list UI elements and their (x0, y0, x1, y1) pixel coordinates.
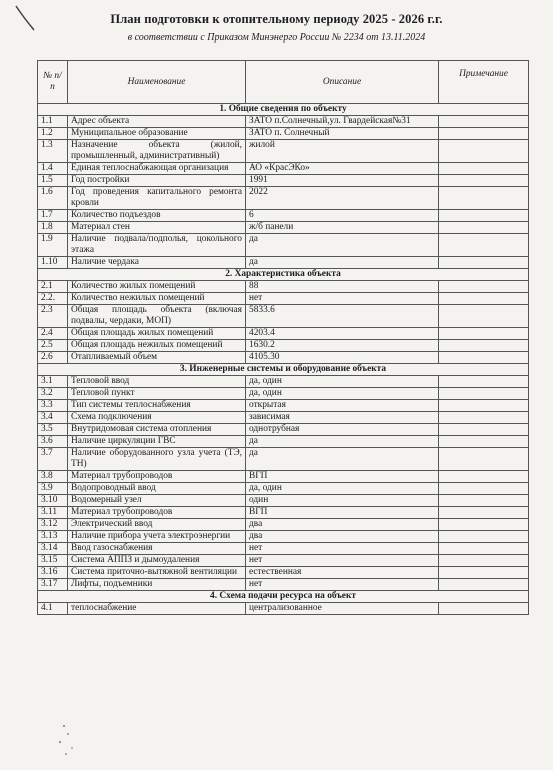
row-number: 3.13 (38, 531, 68, 543)
row-note (439, 507, 529, 519)
row-description: ЗАТО п.Солнечный,ул. Гвардейская№31 (246, 116, 439, 128)
row-note (439, 293, 529, 305)
table-row (38, 116, 529, 128)
row-name: Назначение объекта (жилой, промышленный, административный) (68, 140, 246, 163)
row-name: Материал трубопроводов (68, 471, 246, 483)
row-note (439, 340, 529, 352)
row-note (439, 257, 529, 269)
table-row (38, 388, 529, 400)
row-description: 2022 (246, 187, 439, 210)
row-description: 1991 (246, 175, 439, 187)
row-number: 1.9 (38, 234, 68, 257)
row-name: Схема подключения (68, 412, 246, 424)
table-row (38, 424, 529, 436)
row-description: открытая (246, 400, 439, 412)
row-description: нет (246, 293, 439, 305)
header-note: Примечание (439, 61, 529, 104)
row-note (439, 519, 529, 531)
table-row (38, 328, 529, 340)
section-title: 2. Характеристика объекта (38, 269, 529, 281)
row-description: зависимая (246, 412, 439, 424)
row-name: Наличие прибора учета электроэнергии (68, 531, 246, 543)
plan-table-body (38, 104, 529, 615)
row-description: АО «КрасЭКо» (246, 163, 439, 175)
row-note (439, 567, 529, 579)
row-name: Общая площадь объекта (включая подвалы, чердаки, МОП) (68, 305, 246, 328)
row-note (439, 222, 529, 234)
row-number: 1.7 (38, 210, 68, 222)
row-number: 1.1 (38, 116, 68, 128)
row-description: 4203.4 (246, 328, 439, 340)
row-name: Общая площадь жилых помещений (68, 328, 246, 340)
row-number: 3.11 (38, 507, 68, 519)
row-number: 2.4 (38, 328, 68, 340)
row-description: ВГП (246, 507, 439, 519)
row-name: Электрический ввод (68, 519, 246, 531)
row-name: Система АППЗ и дымоудаления (68, 555, 246, 567)
row-name: теплоснабжение (68, 603, 246, 615)
row-number: 3.12 (38, 519, 68, 531)
table-row (38, 175, 529, 187)
table-row (38, 412, 529, 424)
plan-table (37, 60, 529, 615)
row-note (439, 175, 529, 187)
row-note (439, 483, 529, 495)
row-description: нет (246, 555, 439, 567)
row-description: да, один (246, 388, 439, 400)
row-name: Тепловой ввод (68, 376, 246, 388)
row-note (439, 531, 529, 543)
table-row (38, 376, 529, 388)
row-description: ж/б панели (246, 222, 439, 234)
row-description: нет (246, 543, 439, 555)
row-number: 3.6 (38, 436, 68, 448)
row-note (439, 579, 529, 591)
row-name: Внутридомовая система отопления (68, 424, 246, 436)
row-description: ВГП (246, 471, 439, 483)
row-note (439, 388, 529, 400)
row-name: Единая теплоснабжающая организация (68, 163, 246, 175)
row-description: централизованное (246, 603, 439, 615)
row-number: 3.7 (38, 448, 68, 471)
row-name: Год постройки (68, 175, 246, 187)
row-note (439, 163, 529, 175)
row-name: Система приточно-вытяжной вентиляции (68, 567, 246, 579)
row-description: жилой (246, 140, 439, 163)
table-row (38, 222, 529, 234)
section-title: 1. Общие сведения по объекту (38, 104, 529, 116)
row-note (439, 116, 529, 128)
table-row (38, 567, 529, 579)
row-name: Тип системы теплоснабжения (68, 400, 246, 412)
row-name: Лифты, подъемники (68, 579, 246, 591)
row-number: 1.2 (38, 128, 68, 140)
table-row (38, 293, 529, 305)
row-number: 1.10 (38, 257, 68, 269)
row-name: Наличие оборудованного узла учета (ТЭ, ТН) (68, 448, 246, 471)
row-name: Общая площадь нежилых помещений (68, 340, 246, 352)
header-name: Наименование (68, 61, 246, 104)
row-name: Тепловой пункт (68, 388, 246, 400)
table-row (38, 519, 529, 531)
row-note (439, 376, 529, 388)
row-name: Год проведения капитального ремонта кровли (68, 187, 246, 210)
row-description: да (246, 448, 439, 471)
row-number: 3.10 (38, 495, 68, 507)
row-name: Наличие подвала/подполья, цокольного этажа (68, 234, 246, 257)
row-note (439, 543, 529, 555)
row-note (439, 412, 529, 424)
row-name: Ввод газоснабжения (68, 543, 246, 555)
table-row (38, 471, 529, 483)
row-description: да, один (246, 376, 439, 388)
row-note (439, 471, 529, 483)
row-number: 3.14 (38, 543, 68, 555)
row-description: да (246, 257, 439, 269)
row-description: 6 (246, 210, 439, 222)
table-row (38, 234, 529, 257)
section-header-row (38, 591, 529, 603)
row-description: естественная (246, 567, 439, 579)
table-row (38, 483, 529, 495)
table-row (38, 187, 529, 210)
row-number: 1.6 (38, 187, 68, 210)
table-row (38, 163, 529, 175)
row-name: Муниципальное образование (68, 128, 246, 140)
row-number: 2.2. (38, 293, 68, 305)
table-row (38, 555, 529, 567)
table-row (38, 340, 529, 352)
row-number: 2.6 (38, 352, 68, 364)
row-description: два (246, 519, 439, 531)
section-title: 3. Инженерные системы и оборудование объекта (38, 364, 529, 376)
row-note (439, 210, 529, 222)
row-number: 3.5 (38, 424, 68, 436)
row-note (439, 448, 529, 471)
row-number: 2.5 (38, 340, 68, 352)
row-description: 88 (246, 281, 439, 293)
row-note (439, 305, 529, 328)
row-note (439, 436, 529, 448)
row-note (439, 187, 529, 210)
row-note (439, 281, 529, 293)
row-name: Водомерный узел (68, 495, 246, 507)
row-description: 4105.30 (246, 352, 439, 364)
row-description: 5833.6 (246, 305, 439, 328)
row-number: 1.4 (38, 163, 68, 175)
row-name: Количество подъездов (68, 210, 246, 222)
row-description: два (246, 531, 439, 543)
row-number: 3.2 (38, 388, 68, 400)
table-row (38, 257, 529, 269)
row-number: 3.16 (38, 567, 68, 579)
header-description: Описание (246, 61, 439, 104)
row-description: да (246, 234, 439, 257)
row-number: 3.3 (38, 400, 68, 412)
section-title: 4. Схема подачи ресурса на объект (38, 591, 529, 603)
row-name: Материал трубопроводов (68, 507, 246, 519)
table-row (38, 140, 529, 163)
table-row (38, 543, 529, 555)
row-note (439, 555, 529, 567)
table-row (38, 531, 529, 543)
row-note (439, 603, 529, 615)
section-header-row (38, 364, 529, 376)
row-description: однотрубная (246, 424, 439, 436)
header-number: № п/п (38, 61, 68, 104)
row-name: Количество нежилых помещений (68, 293, 246, 305)
row-name: Наличие циркуляции ГВС (68, 436, 246, 448)
row-note (439, 400, 529, 412)
table-row (38, 400, 529, 412)
row-number: 3.17 (38, 579, 68, 591)
row-description: ЗАТО п. Солнечный (246, 128, 439, 140)
row-note (439, 328, 529, 340)
row-number: 1.5 (38, 175, 68, 187)
row-name: Материал стен (68, 222, 246, 234)
row-number: 3.1 (38, 376, 68, 388)
table-row (38, 305, 529, 328)
row-number: 3.4 (38, 412, 68, 424)
table-row (38, 603, 529, 615)
page-title: План подготовки к отопительному периоду 2025 - 2026 г.г. (110, 12, 443, 26)
table-header-row (38, 61, 529, 104)
row-number: 3.8 (38, 471, 68, 483)
table-row (38, 128, 529, 140)
row-note (439, 140, 529, 163)
row-number: 3.9 (38, 483, 68, 495)
row-number: 3.15 (38, 555, 68, 567)
row-note (439, 128, 529, 140)
row-name: Водопроводный ввод (68, 483, 246, 495)
section-header-row (38, 104, 529, 116)
row-number: 2.1 (38, 281, 68, 293)
table-row (38, 281, 529, 293)
row-description: один (246, 495, 439, 507)
table-row (38, 448, 529, 471)
row-name: Адрес объекта (68, 116, 246, 128)
row-note (439, 234, 529, 257)
row-name: Наличие чердака (68, 257, 246, 269)
section-header-row (38, 269, 529, 281)
table-row (38, 495, 529, 507)
scan-specks (50, 720, 90, 760)
row-note (439, 424, 529, 436)
row-number: 1.3 (38, 140, 68, 163)
row-description: да, один (246, 483, 439, 495)
row-number: 4.1 (38, 603, 68, 615)
row-note (439, 352, 529, 364)
table-row (38, 352, 529, 364)
row-note (439, 495, 529, 507)
row-name: Количество жилых помещений (68, 281, 246, 293)
row-description: да (246, 436, 439, 448)
row-name: Отапливаемый объем (68, 352, 246, 364)
row-description: нет (246, 579, 439, 591)
table-row (38, 507, 529, 519)
table-row (38, 436, 529, 448)
row-number: 1.8 (38, 222, 68, 234)
page-subtitle: в соответствии с Приказом Минэнерго России № 2234 от 13.11.2024 (127, 32, 426, 43)
row-description: 1630.2 (246, 340, 439, 352)
table-row (38, 579, 529, 591)
row-number: 2.3 (38, 305, 68, 328)
table-row (38, 210, 529, 222)
